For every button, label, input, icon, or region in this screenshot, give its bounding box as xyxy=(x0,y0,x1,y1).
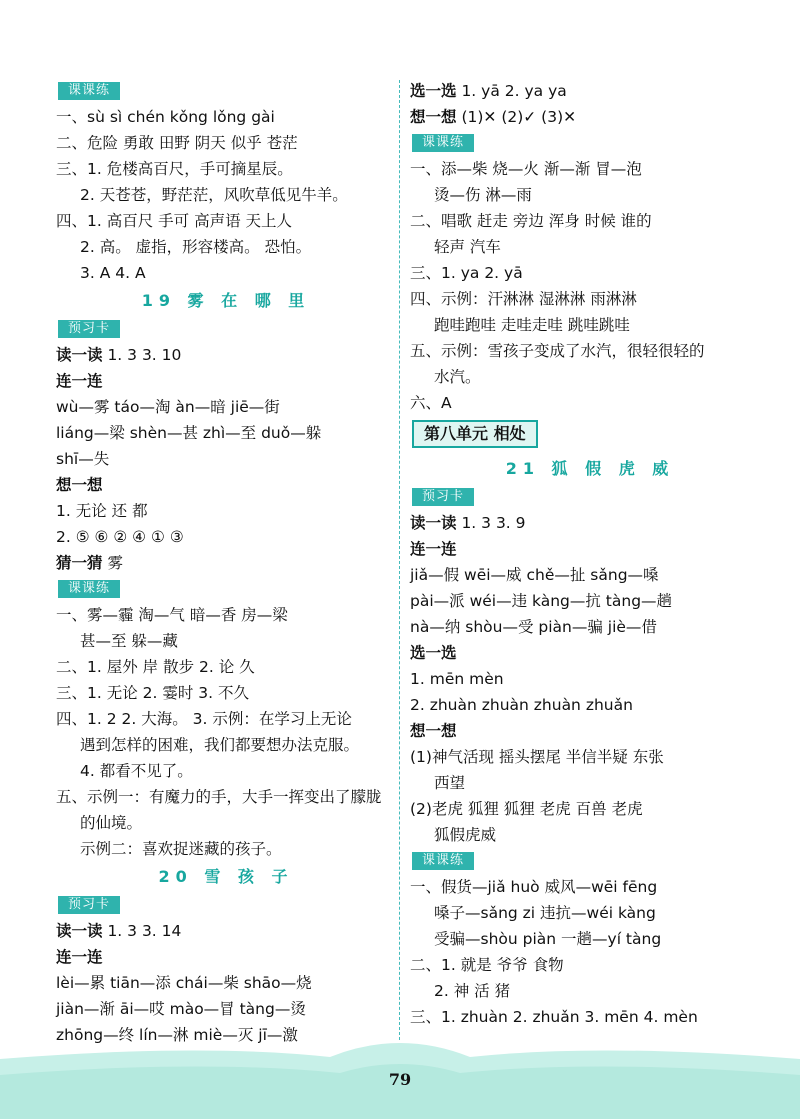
section-tag: 课课练 xyxy=(412,134,474,152)
answer-line: 2. zhuàn zhuàn zhuàn zhuǎn xyxy=(410,696,633,714)
exercise-label: 猜一猜 xyxy=(56,554,103,572)
unit-title: 第八单元 相处 xyxy=(412,420,538,448)
answer-line: 甚—至 躲—藏 xyxy=(80,632,178,650)
answer-line: 三、1. zhuàn 2. zhuǎn 3. mēn 4. mèn xyxy=(410,1008,698,1026)
answer-line: 三、1. 危楼高百尺，手可摘星辰。 xyxy=(56,160,293,178)
answer-line: liáng—梁 shèn—甚 zhì—至 duǒ—躲 xyxy=(56,424,322,442)
exercise-heading: 连一连 xyxy=(410,540,457,558)
answer-line: 二、1. 就是 爷爷 食物 xyxy=(410,956,564,974)
answer-line: 二、危险 勇敢 田野 阴天 似乎 苍茫 xyxy=(56,134,298,152)
answer-line: 1. mēn mèn xyxy=(410,670,504,688)
answer-line: 三、1. ya 2. yā xyxy=(410,264,523,282)
answer-line: (1)神气活现 摇头摆尾 半信半疑 东张 xyxy=(410,748,664,766)
answer-line: 五、示例一：有魔力的手，大手一挥变出了朦胧 xyxy=(56,788,382,806)
answer-line: 四、1. 2 2. 大海。 3. 示例：在学习上无论 xyxy=(56,710,352,728)
answer-line: 1. 无论 还 都 xyxy=(56,502,148,520)
section-tag: 预习卡 xyxy=(58,320,120,338)
section-tag-row xyxy=(56,78,396,104)
answer-line: 4. 都看不见了。 xyxy=(80,762,193,780)
answer-line: 一、sù sì chén kǒng lǒng gài xyxy=(56,108,275,126)
answer-line: lèi—累 tiān—添 chái—柴 shāo—烧 xyxy=(56,974,312,992)
section-tag-row xyxy=(410,848,770,874)
answer-line: 2. 神 活 猪 xyxy=(434,982,511,1000)
answer-line: 猜一猜 雾 xyxy=(56,554,123,572)
answer-line: 读一读 1. 3 3. 14 xyxy=(56,922,182,940)
lesson-title: 20 雪 孩 子 xyxy=(158,867,294,886)
answer-line: 狐假虎威 xyxy=(434,826,497,844)
answer-line: 水汽。 xyxy=(434,368,481,386)
answer-line: 示例二：喜欢捉迷藏的孩子。 xyxy=(80,840,282,858)
lesson-title: 19 雾 在 哪 里 xyxy=(141,291,311,310)
answer-line: 三、1. 无论 2. 霎时 3. 不久 xyxy=(56,684,250,702)
lesson-title: 21 狐 假 虎 威 xyxy=(505,459,675,478)
answer-line: 2. 天苍苍，野茫茫，风吹草低见牛羊。 xyxy=(80,186,348,204)
answer-line: pài—派 wéi—违 kàng—抗 tàng—趟 xyxy=(410,592,673,610)
exercise-heading: 选一选 xyxy=(410,644,457,662)
answer-line: 轻声 汽车 xyxy=(434,238,501,256)
answer-line: 2. ⑤ ⑥ ② ④ ① ③ xyxy=(56,528,184,546)
column-divider xyxy=(399,80,400,1040)
answer-line: 受骗—shòu piàn 一趟—yí tàng xyxy=(434,930,662,948)
exercise-heading: 想一想 xyxy=(410,722,457,740)
answer-line: 2. 高。 虚指，形容楼高。 恐怕。 xyxy=(80,238,312,256)
answer-line: shī—失 xyxy=(56,450,110,468)
answer-line: 一、雾—霾 淘—气 暗—香 房—梁 xyxy=(56,606,288,624)
answer-line: 二、1. 屋外 岸 散步 2. 论 久 xyxy=(56,658,255,676)
section-tag-row xyxy=(410,484,770,510)
answer-line: 的仙境。 xyxy=(80,814,143,832)
unit-row xyxy=(410,416,770,454)
answer-line: jiǎ—假 wēi—威 chě—扯 sǎng—嗓 xyxy=(410,566,659,584)
answer-line: 四、1. 高百尺 手可 高声语 天上人 xyxy=(56,212,292,230)
answer-line: 嗓子—sǎng zi 违抗—wéi kàng xyxy=(434,904,656,922)
exercise-heading: 连一连 xyxy=(56,948,103,966)
exercise-heading: 连一连 xyxy=(56,372,103,390)
section-tag: 课课练 xyxy=(58,82,120,100)
right-column xyxy=(410,78,770,1030)
exercise-label: 读一读 xyxy=(410,514,457,532)
answer-line: 跑哇跑哇 走哇走哇 跳哇跳哇 xyxy=(434,316,630,334)
section-tag-row xyxy=(56,316,396,342)
left-column xyxy=(56,78,396,1048)
page-number: 79 xyxy=(388,1070,412,1089)
exercise-label: 读一读 xyxy=(56,922,103,940)
section-tag: 预习卡 xyxy=(58,896,120,914)
answer-line: 五、示例：雪孩子变成了水汽，很轻很轻的 xyxy=(410,342,705,360)
exercise-label: 读一读 xyxy=(56,346,103,364)
section-tag-row xyxy=(56,576,396,602)
answer-line: 一、假货—jiǎ huò 威风—wēi fēng xyxy=(410,878,658,896)
answer-line: zhōng—终 lín—淋 miè—灭 jī—激 xyxy=(56,1026,298,1044)
answer-line: nà—纳 shòu—受 piàn—骗 jiè—借 xyxy=(410,618,657,636)
section-tag-row xyxy=(56,892,396,918)
answer-line: jiàn—渐 āi—哎 mào—冒 tàng—烫 xyxy=(56,1000,306,1018)
answer-line: 想一想 (1)✕ (2)✓ (3)✕ xyxy=(410,108,577,126)
answer-line: 一、添—柴 烧—火 渐—渐 冒—泡 xyxy=(410,160,642,178)
answer-line: wù—雾 táo—淘 àn—暗 jiē—街 xyxy=(56,398,280,416)
answer-line: 四、示例：汗淋淋 湿淋淋 雨淋淋 xyxy=(410,290,637,308)
section-tag: 课课练 xyxy=(412,852,474,870)
exercise-heading: 想一想 xyxy=(56,476,103,494)
answer-line: 烫—伤 淋—雨 xyxy=(434,186,532,204)
section-tag: 课课练 xyxy=(58,580,120,598)
answer-line: 选一选 1. yā 2. ya ya xyxy=(410,82,567,100)
answer-line: 3. A 4. A xyxy=(80,264,146,282)
answer-line: 读一读 1. 3 3. 9 xyxy=(410,514,526,532)
answer-line: 西望 xyxy=(434,774,466,792)
answer-line: 六、A xyxy=(410,394,452,412)
answer-line: 遇到怎样的困难，我们都要想办法克服。 xyxy=(80,736,360,754)
section-tag: 预习卡 xyxy=(412,488,474,506)
answer-line: 读一读 1. 3 3. 10 xyxy=(56,346,182,364)
exercise-label: 想一想 xyxy=(410,108,457,126)
exercise-label: 选一选 xyxy=(410,82,457,100)
answer-line: (2)老虎 狐狸 狐狸 老虎 百兽 老虎 xyxy=(410,800,643,818)
answer-line: 二、唱歌 赶走 旁边 浑身 时候 谁的 xyxy=(410,212,652,230)
section-tag-row xyxy=(410,130,770,156)
